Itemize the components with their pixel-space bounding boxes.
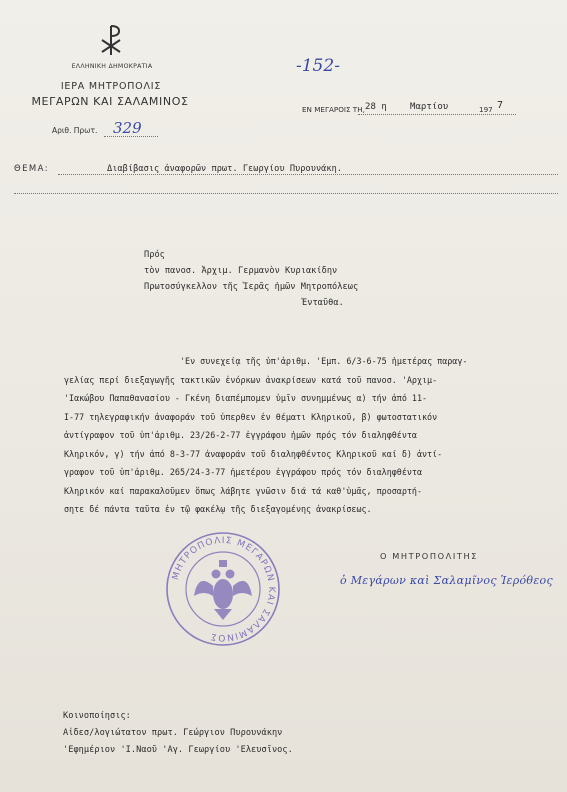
metropolitan-signature: ὁ Μεγάρων καὶ Σαλαμῖνος Ἱερόθεος — [340, 574, 553, 587]
date-month: Μαρτίου — [410, 102, 449, 112]
cc-label: Κοινοποίησις: — [63, 711, 131, 721]
body-line-8: Κληρικόν καί παρακαλοῦμεν ὅπως λάβητε γνῶσιν διά τά καθ'ὑμᾶς, προσαρτή- — [64, 486, 422, 496]
recipient-line2: Πρωτοσύγκελλον τῆς Ἱερᾶς ἡμῶν Μητροπόλεως — [144, 282, 359, 292]
cc-line1: Αἰδεσ/λογιώτατον πρωτ. Γεώργιον Πυρουνάκην — [63, 728, 283, 738]
subject-label: ΘΕΜΑ: — [14, 164, 50, 174]
recipient-line1: τὸν πανοσ. Ἀρχιμ. Γερμανὸν Κυριακίδην — [144, 266, 338, 276]
chi-rho-icon — [97, 22, 125, 56]
republic-label: ΕΛΛΗΝΙΚΗ ΔΗΜΟΚΡΑΤΙΑ — [71, 63, 153, 70]
seal-text: ΜΗΤΡΟΠΟΛΙΣ ΜΕΓΑΡΩΝ ΚΑΙ ΣΑΛΑΜΙΝΟΣ — [170, 535, 277, 643]
body-line-9: σητε δέ πάντα ταῦτα ἐν τῷ φακέλῳ τῆς διεξαγομένης ἀνακρίσεως. — [64, 504, 372, 514]
double-headed-eagle-icon — [194, 560, 252, 620]
body-line-6: Κληρικόν, γ) τήν ἀπό 8-3-77 ἀναφοράν τοῦ διαληφθέντος Κληρικοῦ καί δ) ἀντί- — [64, 449, 443, 459]
subject-underline-2 — [14, 193, 558, 194]
protocol-label: Αριθ. Πρωτ. — [52, 126, 98, 135]
date-year-prefix: 197 — [479, 105, 493, 114]
cc-line2: 'Εφημέριον 'Ι.Ναοῦ 'Αγ. Γεωργίου 'Ελευσῖνος. — [63, 745, 293, 755]
date-year-suffix: 7 — [497, 100, 504, 111]
metropolitan-title: Ο ΜΗΤΡΟΠΟΛΙΤΗΣ — [380, 551, 478, 561]
body-line-7: γραφον τοῦ ὑπ'ἀριθμ. 265/24-3-77 ἡμετέρου ἐγγράφου πρός τόν διαληφθέντα — [64, 467, 422, 477]
date-day: 28 η — [365, 102, 387, 112]
date-place-label: ΕΝ ΜΕΓΑΡΟΙΣ ΤΗ, — [302, 105, 365, 114]
recipient-to: Πρός — [144, 250, 165, 260]
date-underline — [358, 114, 516, 115]
subject-underline-1 — [58, 174, 558, 175]
metropolis-name-line2: ΜΕΓΑΡΩΝ ΚΑΙ ΣΑΛΑΜΙΝΟΣ — [31, 95, 189, 108]
body-line-4: I-77 τηλεγραφικήν ἀναφοράν τοῦ ὑπερθεν ἐν θέματι Κληρικοῦ, β) φωτοστατικόν — [64, 412, 438, 422]
body-line-1: 'Εν συνεχείᾳ τῆς ὑπ'ἀριθμ. 'Εμπ. 6/3-6-75 ἡμετέρας παραγ- — [180, 356, 468, 366]
body-line-3: 'Ιακώβου Παπαθανασίου - Γκένη διαπέμπομεν ὑμῖν συνημμένως α) τήν ἀπό 11- — [64, 393, 428, 403]
metropolis-seal-stamp — [164, 530, 282, 648]
body-line-2: γελίας περί διεξαγωγῆς τακτικῶν ἐνόρκων ἀνακρίσεων κατά τοῦ πανοσ. 'Αρχιμ- — [64, 375, 438, 385]
protocol-number: 329 — [113, 119, 142, 137]
recipient-line3: Ἐνταῦθα. — [302, 298, 344, 308]
body-line-5: ἀντίγραφον τοῦ ὑπ'ἀριθμ. 23/26-2-77 ἐγγράφου ἡμῶν πρός τόν διαληφθέντα — [64, 430, 417, 440]
subject-text: Διαβίβασις ἀναφορῶν πρωτ. Γεωργίου Πυρουνάκη. — [107, 164, 343, 174]
metropolis-name-line1: ΙΕΡΑ ΜΗΤΡΟΠΟΛΙΣ — [60, 81, 162, 92]
handwritten-reference-number: -152- — [296, 56, 340, 76]
